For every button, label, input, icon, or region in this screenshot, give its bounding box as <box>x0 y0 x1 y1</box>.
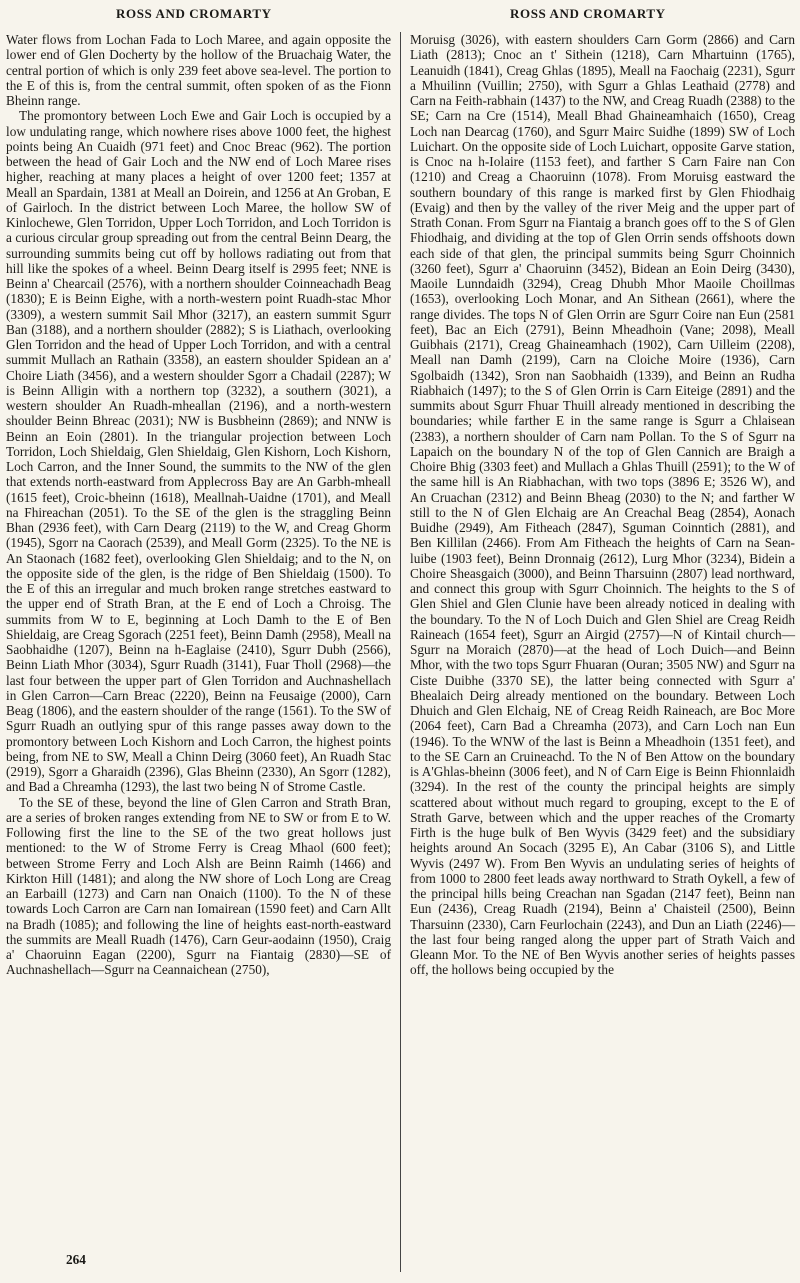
left-paragraph-1: Water flows from Lochan Fada to Loch Maree, and again opposite the lower end of Glen Docherty by the hollow of the Bruachaig Water, the central portion of which is only 239 feet above sea-level. The portion to the E of this is, from the central summit, often spoken of as the Fionn Bheinn range. <box>6 32 391 108</box>
right-column <box>410 32 795 978</box>
right-running-title: ROSS AND CROMARTY <box>510 6 666 21</box>
left-paragraph-3: To the SE of these, beyond the line of Glen Carron and Strath Bran, are a series of broken ranges extending from NE to SW or from E to W. Following first the line to the SE of the two great hollows just mentioned: to the W of Strome Ferry is Creag Mhaol (600 feet); between Strome Ferry and Loch Alsh are Beinn Raimh (1466) and Kirkton Hill (1481); and along the NW shore of Loch Long are Creag an Earbaill (1273) and Carn nan Onaich (1100). To the N of these towards Loch Carron are Carn nan Iomairean (1590 feet) and Carn Allt na Bradh (1085); and following the line of heights east-north-eastward the summits are Meall Ruadh (1476), Carn Geur-aodainn (1950), Craig a' Chaoruinn Eagan (2200), Sgurr na Fiantaig (2830)—SE of Auchnashellach—Sgurr na Ceannaichean (2750), <box>6 794 391 978</box>
left-column <box>6 32 391 978</box>
left-paragraph-2: The promontory between Loch Ewe and Gair Loch is occupied by a low undulating range, which nowhere rises above 1000 feet, the highest points being An Cuaidh (971 feet) and Cnoc Breac (962). The portion between the head of Gair Loch and the NW end of Loch Maree rises higher, reaching at many places a height of over 1200 feet; 1357 at Meall an Spardain, 1381 at Meall an Doirein, and 1256 at An Groban, E of Gairloch. In the district between Loch Maree, the hollow SW of Kinlochewe, Glen Torridon, Upper Loch Torridon, and Loch Torridon is a curious circular group spreading out from the central Beinn Dearg, the surrounding summits being cut off by hollows radiating out from that hill like the spokes of a wheel. Beinn Dearg itself is 2995 feet; NNE is Beinn a' Chearcail (2576), with a northern shoulder Coinneachadh Beag (1830); E is Beinn Eighe, with a north-western point Ruadh-stac Mhor (3309), a western summit Sail Mhor (3217), an eastern summit Sgurr Ban (3188), and a northern shoulder (2882); S is Liathach, overlooking Glen Torridon and the head of Upper Loch Torridon, and with a central summit Mullach an Rathain (3358), an eastern shoulder Spidean an a' Choire Liath (3456), and a western shoulder Sgorr a Chadail (2287); W is Beinn Alligin with a northern top (3232), a southern (3021), a western shoulder An Ruadh-mheallan (2196), and a north-western shoulder Beinn Bhreac (2031); NW is Busbheinn (2869); and NNW is Beinn an Eoin (2801). In the triangular projection between Loch Torridon, Loch Shieldaig, Glen Shieldaig, Glen Kishorn, Loch Kishorn, Loch Carron, and the Inner Sound, the summits to the NW of the glen that extends north-eastward from Applecross Bay are An Garbh-mheall (1615 feet), Croic-bheinn (1618), Meallnah-Uaidne (1701), and Meall na Fhireachan (2051). To the SE of the glen is the straggling Beinn Bhan (2936 feet), with Carn Dearg (2119) to the W, and Creag Ghorm (1945), Sgorr na Caorach (2539), and Meall Gorm (2325). To the NE is An Staonach (1682 feet), overlooking Glen Shieldaig; and to the N, on the opposite side of the glen, is the ridge of Ben Shieldaig (1500). To the E of this an irregular and much broken range stretches eastward to the upper end of Strath Bran, at the E end of Loch a Chroisg. The summits from W to E, beginning at Loch Damh to the E of Ben Shieldaig, are Creag Sgorach (2251 feet), Beinn Damh (2958), Meall na Saobhaidhe (1207), Beinn na h-Eaglaise (2410), Sgurr Dubh (2566), Beinn Liath Mhor (3034), Sgurr Ruadh (3141), Fuar Tholl (2968)—the last four between the upper part of Glen Torridon and Auchnashellach in Glen Carron—Carn Breac (2220), Beinn na Feusaige (2000), Carn Beag (1806), and the eastern shoulder of the range (1561). To the SW of Sgurr Ruadh an outlying spur of this range passes away down to the promontory between Loch Kishorn and Loch Carron, the highest points being, from NE to SW, Meall a Chinn Deirg (3060 feet), An Ruadh Stac (2919), Sgorr a Gharaidh (2396), Glas Bheinn (2330), An Sgorr (1282), and Bad a Chreamha (1293), the last two being N of Strome Castle. <box>6 108 391 795</box>
column-divider <box>400 32 401 1272</box>
page-number: 264 <box>60 1252 92 1268</box>
left-running-title: ROSS AND CROMARTY <box>116 6 272 21</box>
right-paragraph-1: Moruisg (3026), with eastern shoulders Carn Gorm (2866) and Carn Liath (2813); Cnoc an t' Sithein (1218), Carn Mhartuinn (1765), Leanuidh (1841), Creag Ghlas (1895), Meall na Faochaig (2231), Sgurr a Mhuilinn (Vuillin; 2750), with Sgurr a Ghlas Leathaid (2778) and Carn na Feith-rabhain (1437) to the NW, and Creag Ruadh (2388) to the SE; Carn na Cre (1514), Meall Bhad Ghaineamhaich (1650), Creag Loch nan Dearcag (1760), and Sgurr Mairc Suidhe (1899) SW of Loch Luichart. On the opposite side of Loch Luichart, opposite Garve station, is Cnoc na h-Iolaire (1153 feet), and farther S Carn Faire nan Con (1210) and Creag a Chaoruinn (1078). From Moruisg eastward the southern boundary of this range is marked first by Glen Fhiodhaig (Evaig) and then by the valley of the river Meig and the upper part of Strath Conan. From Sgurr na Fiantaig a branch goes off to the S of Glen Fhiodhaig, and dividing at the top of Glen Orrin sends offshoots down each side of that glen, the principal summits being Sgurr Choinnich (3260 feet), Sgurr a' Chaoruinn (3452), Bidean an Eoin Deirg (3430), Maoile Lunndaidh (3294), Creag Dhubh Mhor Maoile Choillmas (1653), overlooking Loch Monar, and An Sithean (2661), where the range divides. The tops N of Glen Orrin are Sgurr Coire nan Eun (2581 feet), Bac an Eich (2791), Beinn Mheadhoin (Vane; 2098), Meall Guibhais (2171), Creag Ghaineamhach (1902), Carn Uilleim (2208), Meall nan Damh (2199), Carn na Cloiche Moire (1936), Carn Sgolbaidh (1342), Sron nan Saobhaidh (1339), and Beinn an Rudha Riabhaich (1497); to the S of Glen Orrin is Carn Eiteige (2891) and the summits about Sgurr Fhuar Thuill already mentioned in describing the boundaries; while farther E in the same range is Sgurr a Chlaisean (2383), a northern shoulder of Carn nam Pollan. To the S of Sgurr na Lapaich on the boundary N of the top of Glen Cannich are Braigh a Choire Bhig (3303 feet) and Mullach a Ghlas Thuill (2591); to the W of the same hill is An Riabhachan, with two tops (3896 E; 3526 W), and An Cruachan (2312) and Beinn Bheag (2030) to the N; and farther W still to the N of Glen Elchaig are An Creachal Beag (2854), Aonach Buidhe (2949), Am Fitheach (2847), Sguman Coinntich (2881), and Ben Killilan (2466). From Am Fitheach the heights of Carn na Sean-luibe (1903 feet), Beinn Dronnaig (2612), Lurg Mhor (3234), Bidein a Choire Sheasgaich (3000), and Beinn Tharsuinn (2807) lead northward, and connect this group with Sgurr Choinnich. The heights to the S of Glen Shiel and Glen Clunie have been already noticed in dealing with the boundary. To the N of Loch Duich and Glen Shiel are Creag Reidh Raineach (1654 feet), Sgurr an Airgid (2757)—N of Kintail church—Sgurr na Moraich (2870)—at the head of Loch Duich—and Beinn Mhor, with the two tops Sgurr Fhuaran (Ouran; 3505 NW) and Sgurr na Ciste Duibhe (3370 SE), the latter being connected with Sgurr a' Bhealaich Deirg already mentioned on the boundary. Between Loch Dhuich and Glen Elchaig, NE of Creag Reidh Raineach, are Boc More (2064 feet), Carn Bad a Chreamha (2073), and Carn Loch nan Eun (1946). To the WNW of the last is Beinn a Mheadhoin (1351 feet), and to the SE Carn an Cruineachd. To the N of Ben Attow on the boundary is A'Ghlas-bheinn (3006 feet), and N of Carn Eige is Beinn Fhionnlaidh (3294). In the rest of the county the principal heights are simply scattered about without much regard to grouping, except to the E of Strath Garve, between which and the upper reaches of the Cromarty Firth is the huge bulk of Ben Wyvis (3429 feet) and the subsidiary heights around An Socach (3295 E), An Cabar (3106 S), and Little Wyvis (2497 W). From Ben Wyvis an undulating series of heights of from 1000 to 2800 feet leads away northward to Strath Oykell, a few of the principal hills being Creachan nan Sgadan (2147 feet), Beinn nan Eun (2436), Creag Ruadh (2194), Beinn a' Chaisteil (2500), Beinn Tharsuinn (2330), Carn Feurlochain (2243), and Dun an Liath (2246)—the last four being ranged along the upper part of Strath Vaich and Gleann Mor. To the NE of Ben Wyvis another series of heights passes off, the hollows being occupied by the <box>410 32 795 978</box>
running-header <box>0 6 800 26</box>
